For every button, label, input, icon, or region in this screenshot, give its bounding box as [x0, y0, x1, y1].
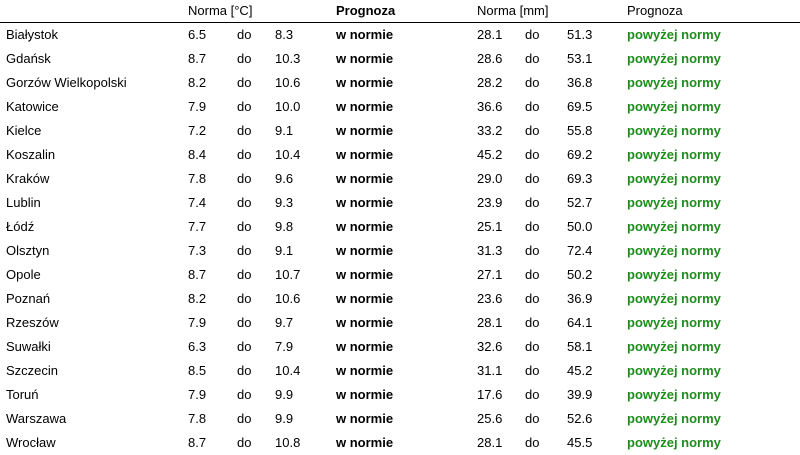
- temp-min-cell: 8.7: [188, 435, 207, 450]
- temp-max-cell: 10.3: [275, 51, 301, 66]
- precip-max-cell: 45.2: [567, 363, 593, 378]
- precip-max-cell: 36.9: [567, 291, 593, 306]
- precip-forecast-cell: powyżej normy: [627, 339, 721, 354]
- precip-min-cell: 27.1: [477, 267, 503, 282]
- precip-range-separator: do: [525, 315, 540, 330]
- precip-range-separator: do: [525, 291, 540, 306]
- precip-max-cell: 69.2: [567, 147, 593, 162]
- temp-forecast-cell: w normie: [336, 243, 394, 258]
- precip-min-cell: 29.0: [477, 171, 503, 186]
- city-cell: Kielce: [6, 123, 42, 138]
- precip-range-separator: do: [525, 411, 540, 426]
- temp-forecast-cell: w normie: [336, 147, 394, 162]
- temp-min-cell: 7.4: [188, 195, 207, 210]
- city-cell: Poznań: [6, 291, 51, 306]
- temp-min-cell: 7.9: [188, 387, 207, 402]
- temp-forecast-cell: w normie: [336, 219, 394, 234]
- temp-range-separator: do: [237, 51, 252, 66]
- table-row: [0, 119, 800, 143]
- precip-forecast-cell: powyżej normy: [627, 267, 721, 282]
- precip-min-cell: 28.6: [477, 51, 503, 66]
- temp-min-cell: 8.2: [188, 291, 207, 306]
- precip-forecast-cell: powyżej normy: [627, 171, 721, 186]
- temp-range-separator: do: [237, 171, 252, 186]
- precip-max-cell: 52.7: [567, 195, 593, 210]
- precip-max-cell: 36.8: [567, 75, 593, 90]
- temp-min-cell: 8.4: [188, 147, 207, 162]
- temp-forecast-cell: w normie: [336, 171, 394, 186]
- precip-max-cell: 51.3: [567, 27, 593, 42]
- city-cell: Koszalin: [6, 147, 56, 162]
- precip-forecast-cell: powyżej normy: [627, 291, 721, 306]
- temp-max-cell: 10.6: [275, 75, 301, 90]
- temp-max-cell: 10.6: [275, 291, 301, 306]
- table-row: [0, 23, 800, 47]
- city-cell: Olsztyn: [6, 243, 50, 258]
- table-row: [0, 143, 800, 167]
- precip-range-separator: do: [525, 243, 540, 258]
- precip-max-cell: 64.1: [567, 315, 593, 330]
- city-cell: Lublin: [6, 195, 41, 210]
- temp-max-cell: 10.0: [275, 99, 301, 114]
- precip-range-separator: do: [525, 339, 540, 354]
- precip-forecast-cell: powyżej normy: [627, 315, 721, 330]
- temp-min-cell: 7.3: [188, 243, 207, 258]
- precip-forecast-cell: powyżej normy: [627, 51, 721, 66]
- precip-range-separator: do: [525, 195, 540, 210]
- temp-range-separator: do: [237, 27, 252, 42]
- temp-max-cell: 8.3: [275, 27, 294, 42]
- temp-range-separator: do: [237, 387, 252, 402]
- temp-min-cell: 7.7: [188, 219, 207, 234]
- table-row: [0, 47, 800, 71]
- precip-range-separator: do: [525, 27, 540, 42]
- table-row: [0, 95, 800, 119]
- precip-forecast-cell: powyżej normy: [627, 27, 721, 42]
- temp-range-separator: do: [237, 75, 252, 90]
- temp-forecast-cell: w normie: [336, 363, 394, 378]
- temp-forecast-cell: w normie: [336, 195, 394, 210]
- temp-range-separator: do: [237, 339, 252, 354]
- temp-range-separator: do: [237, 267, 252, 282]
- header-precip-norm: Norma [mm]: [477, 3, 549, 18]
- precip-range-separator: do: [525, 51, 540, 66]
- precip-range-separator: do: [525, 219, 540, 234]
- temp-forecast-cell: w normie: [336, 51, 394, 66]
- precip-min-cell: 17.6: [477, 387, 503, 402]
- temp-min-cell: 8.2: [188, 75, 207, 90]
- city-cell: Suwałki: [6, 339, 51, 354]
- precip-forecast-cell: powyżej normy: [627, 147, 721, 162]
- city-cell: Gdańsk: [6, 51, 51, 66]
- precip-max-cell: 69.3: [567, 171, 593, 186]
- city-cell: Kraków: [6, 171, 50, 186]
- precip-range-separator: do: [525, 123, 540, 138]
- precip-range-separator: do: [525, 387, 540, 402]
- precip-range-separator: do: [525, 99, 540, 114]
- temp-range-separator: do: [237, 99, 252, 114]
- precip-range-separator: do: [525, 75, 540, 90]
- precip-max-cell: 50.2: [567, 267, 593, 282]
- temp-forecast-cell: w normie: [336, 387, 394, 402]
- temp-max-cell: 9.9: [275, 411, 294, 426]
- precip-forecast-cell: powyżej normy: [627, 219, 721, 234]
- precip-forecast-cell: powyżej normy: [627, 363, 721, 378]
- precip-forecast-cell: powyżej normy: [627, 75, 721, 90]
- precip-max-cell: 69.5: [567, 99, 593, 114]
- temp-range-separator: do: [237, 243, 252, 258]
- precip-max-cell: 53.1: [567, 51, 593, 66]
- temp-forecast-cell: w normie: [336, 27, 394, 42]
- table-row: [0, 71, 800, 95]
- header-temp-norm: Norma [°C]: [188, 3, 253, 18]
- temp-forecast-cell: w normie: [336, 75, 394, 90]
- city-cell: Toruń: [6, 387, 39, 402]
- precip-min-cell: 25.6: [477, 411, 503, 426]
- header-precip-forecast: Prognoza: [627, 3, 683, 18]
- temp-max-cell: 9.3: [275, 195, 294, 210]
- table-row: [0, 239, 800, 263]
- precip-min-cell: 28.1: [477, 27, 503, 42]
- temp-forecast-cell: w normie: [336, 315, 394, 330]
- precip-min-cell: 28.1: [477, 435, 503, 450]
- table-row: [0, 335, 800, 359]
- precip-range-separator: do: [525, 363, 540, 378]
- temp-max-cell: 9.8: [275, 219, 294, 234]
- precip-min-cell: 23.9: [477, 195, 503, 210]
- temp-forecast-cell: w normie: [336, 267, 394, 282]
- precip-max-cell: 52.6: [567, 411, 593, 426]
- temp-forecast-cell: w normie: [336, 339, 394, 354]
- temp-max-cell: 10.4: [275, 147, 301, 162]
- temp-min-cell: 6.5: [188, 27, 207, 42]
- precip-forecast-cell: powyżej normy: [627, 387, 721, 402]
- temp-min-cell: 6.3: [188, 339, 207, 354]
- table-row: [0, 287, 800, 311]
- temp-min-cell: 8.7: [188, 267, 207, 282]
- precip-forecast-cell: powyżej normy: [627, 99, 721, 114]
- temp-range-separator: do: [237, 411, 252, 426]
- city-cell: Opole: [6, 267, 41, 282]
- temp-max-cell: 10.4: [275, 363, 301, 378]
- table-row: [0, 263, 800, 287]
- temp-max-cell: 10.8: [275, 435, 301, 450]
- city-cell: Łódź: [6, 219, 35, 234]
- temp-min-cell: 7.9: [188, 99, 207, 114]
- precip-forecast-cell: powyżej normy: [627, 195, 721, 210]
- table-row: [0, 311, 800, 335]
- precip-range-separator: do: [525, 147, 540, 162]
- header-temp-forecast: Prognoza: [336, 3, 396, 18]
- city-cell: Białystok: [6, 27, 59, 42]
- precip-max-cell: 72.4: [567, 243, 593, 258]
- temp-range-separator: do: [237, 315, 252, 330]
- precip-range-separator: do: [525, 171, 540, 186]
- precip-max-cell: 45.5: [567, 435, 593, 450]
- precip-min-cell: 36.6: [477, 99, 503, 114]
- precip-forecast-cell: powyżej normy: [627, 123, 721, 138]
- temp-range-separator: do: [237, 291, 252, 306]
- city-cell: Rzeszów: [6, 315, 59, 330]
- precip-min-cell: 28.1: [477, 315, 503, 330]
- city-cell: Szczecin: [6, 363, 59, 378]
- precip-min-cell: 45.2: [477, 147, 503, 162]
- temp-max-cell: 7.9: [275, 339, 294, 354]
- temp-range-separator: do: [237, 147, 252, 162]
- temp-forecast-cell: w normie: [336, 99, 394, 114]
- precip-min-cell: 32.6: [477, 339, 503, 354]
- temp-range-separator: do: [237, 195, 252, 210]
- precip-min-cell: 25.1: [477, 219, 503, 234]
- temp-min-cell: 7.2: [188, 123, 207, 138]
- precip-min-cell: 33.2: [477, 123, 503, 138]
- temp-range-separator: do: [237, 123, 252, 138]
- temp-range-separator: do: [237, 435, 252, 450]
- temp-forecast-cell: w normie: [336, 291, 394, 306]
- precip-forecast-cell: powyżej normy: [627, 243, 721, 258]
- table-row: [0, 407, 800, 431]
- temp-min-cell: 8.5: [188, 363, 207, 378]
- temp-range-separator: do: [237, 363, 252, 378]
- temp-min-cell: 7.8: [188, 411, 207, 426]
- precip-min-cell: 31.3: [477, 243, 503, 258]
- temp-min-cell: 7.8: [188, 171, 207, 186]
- precip-max-cell: 58.1: [567, 339, 593, 354]
- precip-range-separator: do: [525, 435, 540, 450]
- table-row: [0, 359, 800, 383]
- precip-range-separator: do: [525, 267, 540, 282]
- table-row: [0, 215, 800, 239]
- temp-max-cell: 10.7: [275, 267, 301, 282]
- precip-min-cell: 31.1: [477, 363, 503, 378]
- temp-min-cell: 8.7: [188, 51, 207, 66]
- temp-forecast-cell: w normie: [336, 411, 394, 426]
- temp-max-cell: 9.6: [275, 171, 294, 186]
- precip-forecast-cell: powyżej normy: [627, 411, 721, 426]
- temp-max-cell: 9.7: [275, 315, 294, 330]
- temp-max-cell: 9.1: [275, 243, 294, 258]
- temp-max-cell: 9.1: [275, 123, 294, 138]
- precip-min-cell: 28.2: [477, 75, 503, 90]
- precip-max-cell: 50.0: [567, 219, 593, 234]
- temp-range-separator: do: [237, 219, 252, 234]
- table-row: [0, 167, 800, 191]
- precip-min-cell: 23.6: [477, 291, 503, 306]
- table-row: [0, 191, 800, 215]
- city-cell: Katowice: [6, 99, 59, 114]
- precip-max-cell: 55.8: [567, 123, 593, 138]
- city-cell: Wrocław: [6, 435, 56, 450]
- temp-max-cell: 9.9: [275, 387, 294, 402]
- precip-forecast-cell: powyżej normy: [627, 435, 721, 450]
- city-cell: Gorzów Wielkopolski: [6, 75, 127, 90]
- temp-forecast-cell: w normie: [336, 123, 394, 138]
- temp-min-cell: 7.9: [188, 315, 207, 330]
- temp-forecast-cell: w normie: [336, 435, 394, 450]
- table-row: [0, 383, 800, 407]
- city-cell: Warszawa: [6, 411, 67, 426]
- table-row: [0, 431, 800, 455]
- precip-max-cell: 39.9: [567, 387, 593, 402]
